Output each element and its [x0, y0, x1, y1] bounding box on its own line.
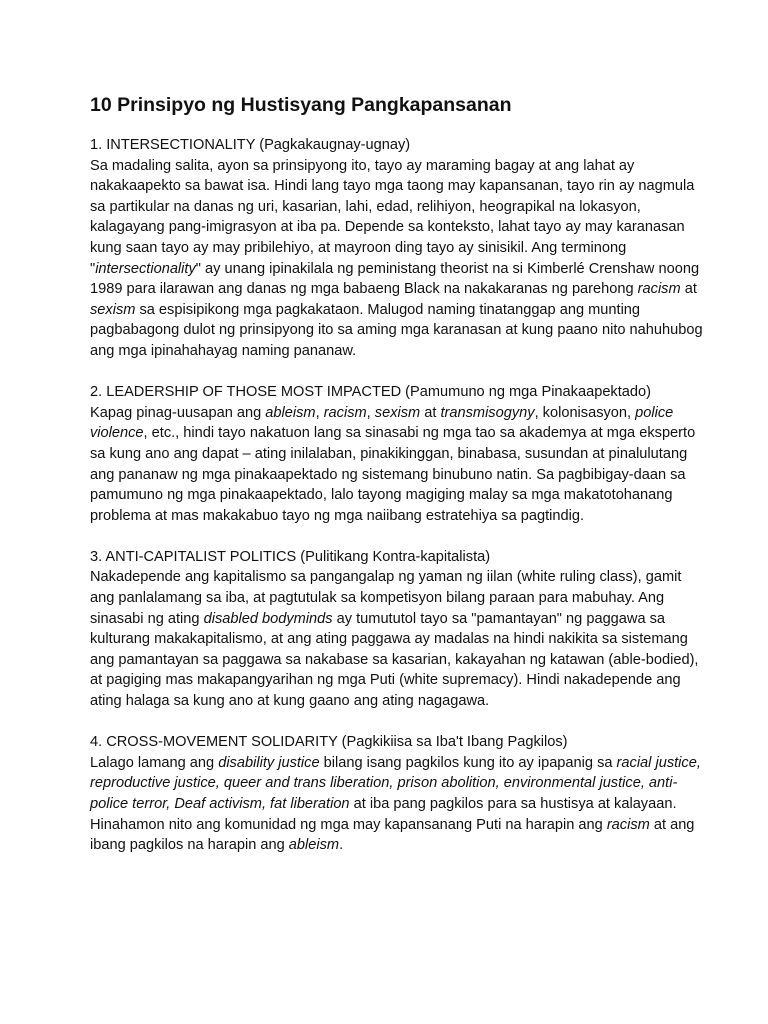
body-text: at iba pang pagkilos para sa hustisya at kalayaan. Hinahamon nito ang komunidad ng mga may kapansanang Puti na harapin ang [90, 796, 677, 833]
body-text: Kapag pinag-uusapan ang [90, 404, 266, 421]
section-heading: 1. INTERSECTIONALITY (Pagkakaugnay-ugnay) [90, 137, 411, 153]
section-body [90, 403, 708, 527]
section-leadership [90, 382, 708, 526]
body-text: , kolonisasyon, [534, 404, 636, 421]
italic-term: sexism [90, 301, 136, 318]
italic-term: racism [637, 281, 681, 298]
body-text: , [315, 404, 324, 421]
page-title: 10 Prinsipyo ng Hustisyang Pangkapansanan [90, 94, 512, 116]
section-intersectionality [90, 135, 708, 362]
section-heading: 3. ANTI-CAPITALIST POLITICS (Pulitikang Kontra-kapitalista) [90, 548, 491, 565]
section-body [90, 753, 708, 856]
body-text: Nakadepende ang kapitalismo sa pangangalap ng yaman ng iilan (white ruling class), gamit ang panlalamang sa iba, at pagtutulak sa kompetisyon bilang paraan para mabuhay. Ang sinasabi ng ating [90, 569, 682, 627]
italic-term: ableism [265, 404, 316, 421]
section-heading: 2. LEADERSHIP OF THOSE MOST IMPACTED (Pamumuno ng mga Pinakaapektado) [90, 384, 651, 401]
body-text: bilang isang pagkilos kung ito ay ipapanig sa [319, 754, 617, 771]
body-text: Lalago lamang ang [90, 754, 219, 771]
section-anti-capitalist [90, 547, 708, 712]
body-text: ay tumututol tayo sa "pamantayan" ng paggawa sa kulturang makakapitalismo, at ang ating paggawa ay madalas na hindi nakikita sa sistemang ang pamantayan sa paggawa sa nakabase sa kasarian, kakayahan ng katawan (able-bodied), at pagiging mas makapangyarihan ng mga Puti (white supremacy). Hindi nakadepende ang ating halaga sa kung ano at kung gaano ang ating nagagawa. [90, 610, 699, 710]
body-text: , etc., hindi tayo nakatuon lang sa sinasabi ng mga tao sa akademya at mga eksperto sa kung ano ang dapat – ating inilalaban, pinakikinggan, binabasa, susundan at pinalulutang ang pananaw ng mga pinakaapektado ng sistemang binubuno natin. Sa pagbibigay-daan sa pamumuno ng mga pinakaapektado, lalo tayong magiging malay sa mga makatotohanang problema at mas makakabuo tayo ng mga naiibang estratehiya sa pagtindig. [90, 425, 696, 524]
body-text: sa espisipikong mga pagkakataon. Malugod naming tinatanggap ang munting pagbabagong dulot ng prinsipyong ito sa aming mga karanasan at kung paano nito nahuhubog ang mga ipinahahayag naming pananaw. [90, 301, 703, 359]
italic-term: transmisogyny [440, 404, 535, 421]
section-heading: 4. CROSS-MOVEMENT SOLIDARITY (Pagkikiisa sa Iba't Ibang Pagkilos) [90, 734, 568, 751]
body-text: " ay unang ipinakilala ng peministang theorist na si Kimberlé Crenshaw noong 1989 para ilarawan ang danas ng mga babaeng Black na nakakaranas ng parehong [90, 260, 700, 298]
italic-term: police violence [90, 404, 674, 442]
italic-term: disability justice [218, 754, 320, 771]
body-text: at [420, 404, 441, 421]
body-text: . [339, 837, 344, 854]
italic-term: ableism [288, 837, 340, 854]
body-text: , [366, 404, 375, 421]
italic-term: racism [323, 404, 367, 421]
section-solidarity [90, 732, 708, 856]
italic-term: intersectionality [95, 260, 196, 277]
body-text: Sa madaling salita, ayon sa prinsipyong ito, tayo ay maraming bagay at ang lahat ay nakakaapekto sa bawat isa. Hindi lang tayo mga taong may kapansanan, tayo rin ay nagmula sa partikular na danas ng uri, kasarian, lahi, edad, relihiyon, heograpikal na lokasyon, kalagayang pang-imigrasyon at iba pa. Depende sa konteksto, lahat tayo ay may karanasan kung saan tayo ay may pribilehiyo, at mayroon ding tayo ay sinisikil. Ang terminong " [90, 157, 695, 277]
italic-term: racial justice, reproductive justice, queer and trans liberation, prison abolition, environmental justice, anti-police terror, Deaf activism, fat liberation [90, 754, 701, 812]
italic-term: sexism [374, 404, 421, 421]
italic-term: disabled bodyminds [203, 610, 333, 627]
section-body [90, 156, 708, 362]
italic-term: racism [606, 816, 650, 833]
section-body [90, 567, 708, 711]
body-text: at [680, 281, 697, 298]
body-text: at ang ibang pagkilos na harapin ang [90, 816, 695, 854]
